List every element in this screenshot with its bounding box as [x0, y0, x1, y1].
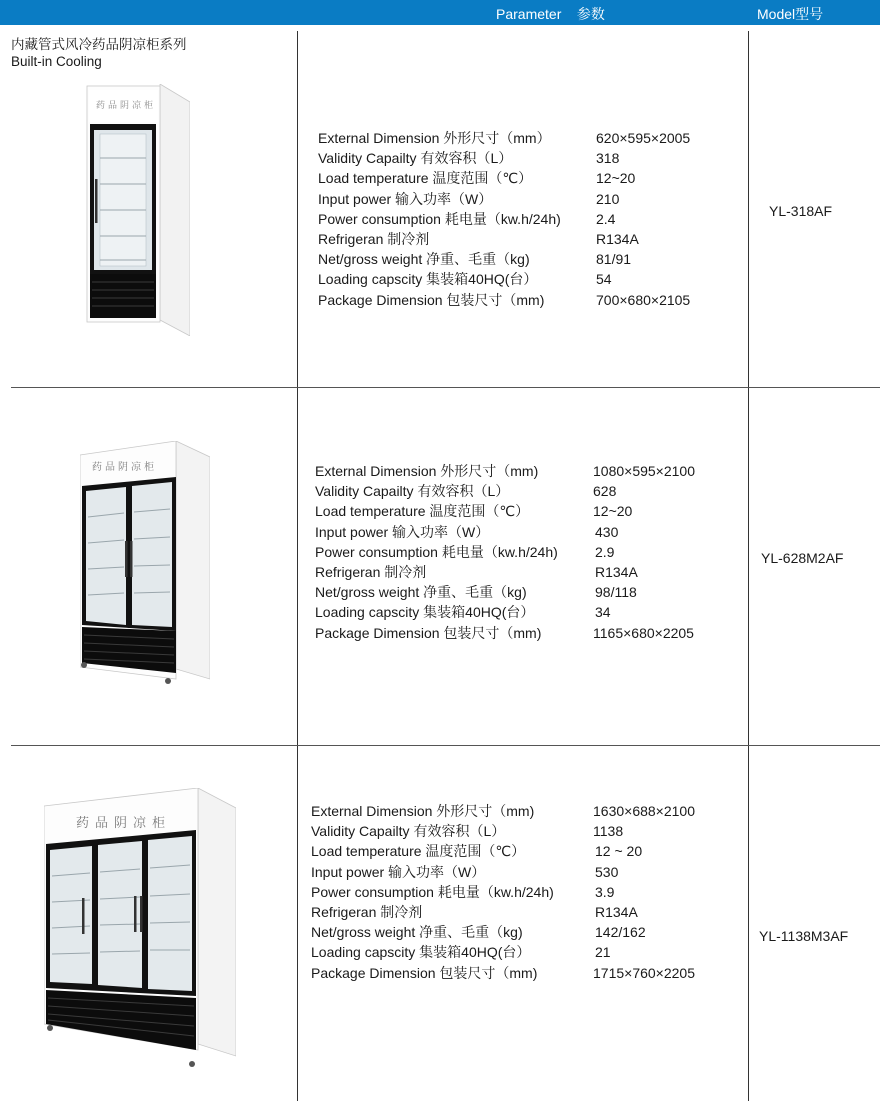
table-header-bar: [0, 0, 880, 25]
spec-label: Package Dimension 包装尺寸（mm): [311, 964, 538, 981]
spec-value: R134A: [595, 903, 638, 920]
spec-value: 1080×595×2100: [593, 463, 695, 479]
spec-value: 21: [595, 944, 611, 961]
spec-label: Net/gross weight 净重、毛重（kg): [318, 251, 530, 268]
spec-row: [315, 623, 735, 643]
spec-label: Loading capscity 集装箱40HQ(台）: [315, 604, 535, 621]
spec-label: External Dimension 外形尺寸（mm）: [318, 130, 551, 146]
spec-label: Loading capscity 集装箱40HQ(台）: [318, 271, 538, 288]
triple-door-signboard: 药品阴凉柜: [76, 816, 172, 831]
spec-row: [315, 602, 735, 622]
spec-label: External Dimension 外形尺寸（mm): [311, 803, 535, 819]
spec-value: 2.9: [595, 543, 615, 560]
spec-list-yl-1138m3af: [311, 801, 736, 983]
spec-value: 3.9: [595, 883, 615, 900]
spec-row: [318, 148, 738, 168]
spec-value: 2.4: [596, 210, 616, 227]
spec-label: Load temperature 温度范围（℃）: [311, 843, 526, 860]
spec-row: [318, 189, 738, 209]
spec-label: Validity Capailty 有效容积（L）: [315, 483, 510, 500]
spec-value: 12 ~ 20: [595, 843, 643, 860]
spec-label: Input power 输入功率（W）: [318, 190, 493, 207]
spec-row: [311, 801, 736, 821]
spec-value: 210: [596, 190, 620, 207]
spec-value: 34: [595, 604, 611, 621]
spec-label: Power consumption 耗电量（kw.h/24h): [318, 210, 561, 227]
spec-row: [315, 461, 735, 481]
spec-value: 530: [595, 863, 619, 880]
spec-label: Loading capscity 集装箱40HQ(台）: [311, 944, 531, 961]
spec-value: 54: [596, 271, 612, 288]
spec-row: [311, 862, 736, 882]
column-divider-left: [297, 31, 298, 1101]
model-number: YL-628M2AF: [761, 550, 844, 566]
spec-label: Package Dimension 包装尺寸（mm): [318, 291, 545, 308]
series-title-cn: 内藏管式风冷药品阴凉柜系列: [11, 37, 187, 52]
single-door-cabinet-image: [80, 84, 190, 336]
spec-label: Package Dimension 包装尺寸（mm): [315, 624, 542, 641]
column-divider-right: [748, 31, 749, 1101]
spec-row: [318, 209, 738, 229]
spec-value: 1165×680×2205: [593, 624, 694, 641]
spec-label: Net/gross weight 净重、毛重（kg): [315, 584, 527, 601]
spec-row: [315, 501, 735, 521]
spec-row: [311, 882, 736, 902]
spec-row: [318, 290, 738, 310]
spec-label: Load temperature 温度范围（℃）: [315, 503, 530, 520]
spec-label: Validity Capailty 有效容积（L）: [311, 823, 506, 840]
spec-row: [315, 542, 735, 562]
spec-label: Net/gross weight 净重、毛重（kg): [311, 924, 523, 941]
spec-row: [318, 168, 738, 188]
spec-row: [315, 522, 735, 542]
spec-label: External Dimension 外形尺寸（mm): [315, 463, 539, 479]
series-title-en: Built-in Cooling: [11, 54, 102, 69]
spec-row: [311, 942, 736, 962]
spec-value: 700×680×2105: [596, 291, 691, 308]
spec-list-yl-318af: [318, 128, 738, 310]
spec-value: R134A: [596, 230, 639, 247]
spec-value: 98/118: [595, 584, 637, 601]
spec-label: Refrigeran 制冷剂: [315, 563, 427, 580]
spec-value: 81/91: [596, 251, 632, 268]
single-door-signboard: 药品阴凉柜: [96, 101, 157, 111]
spec-value: 1715×760×2205: [593, 964, 695, 981]
spec-value: 1138: [593, 823, 624, 840]
spec-row: [311, 841, 736, 861]
spec-label: Input power 输入功率（W）: [315, 523, 490, 540]
spec-label: Validity Capailty 有效容积（L）: [318, 150, 513, 167]
series-title: [11, 36, 187, 70]
spec-label: Input power 输入功率（W）: [311, 863, 486, 880]
double-door-signboard: 药品阴凉柜: [92, 462, 157, 473]
double-door-cabinet-image: [80, 441, 210, 687]
spec-row: [311, 922, 736, 942]
spec-value: R134A: [595, 563, 638, 580]
spec-row: [318, 229, 738, 249]
row-divider-2: [11, 745, 880, 746]
spec-value: 628: [593, 483, 617, 500]
model-column-header: Model型号: [757, 6, 824, 22]
spec-row: [311, 963, 736, 983]
model-number: YL-1138M3AF: [759, 928, 849, 944]
parameter-column-header: Parameter 参数: [496, 6, 605, 22]
model-number: YL-318AF: [769, 203, 833, 219]
spec-label: Power consumption 耗电量（kw.h/24h): [315, 543, 558, 560]
row-divider-1: [11, 387, 880, 388]
spec-row: [311, 821, 736, 841]
spec-value: 12~20: [596, 170, 636, 187]
spec-value: 12~20: [593, 503, 633, 520]
spec-row: [318, 128, 738, 148]
spec-value: 318: [596, 150, 620, 167]
spec-label: Refrigeran 制冷剂: [311, 903, 423, 920]
spec-value: 142/162: [595, 924, 646, 941]
spec-label: Load temperature 温度范围（℃）: [318, 170, 533, 187]
spec-row: [315, 562, 735, 582]
spec-value: 430: [595, 523, 619, 540]
spec-list-yl-628m2af: [315, 461, 735, 643]
spec-row: [318, 249, 738, 269]
spec-row: [315, 582, 735, 602]
spec-row: [318, 269, 738, 289]
spec-row: [311, 902, 736, 922]
spec-row: [315, 481, 735, 501]
spec-value: 620×595×2005: [596, 130, 691, 146]
spec-label: Refrigeran 制冷剂: [318, 230, 430, 247]
spec-value: 1630×688×2100: [593, 803, 695, 819]
spec-label: Power consumption 耗电量（kw.h/24h): [311, 883, 554, 900]
